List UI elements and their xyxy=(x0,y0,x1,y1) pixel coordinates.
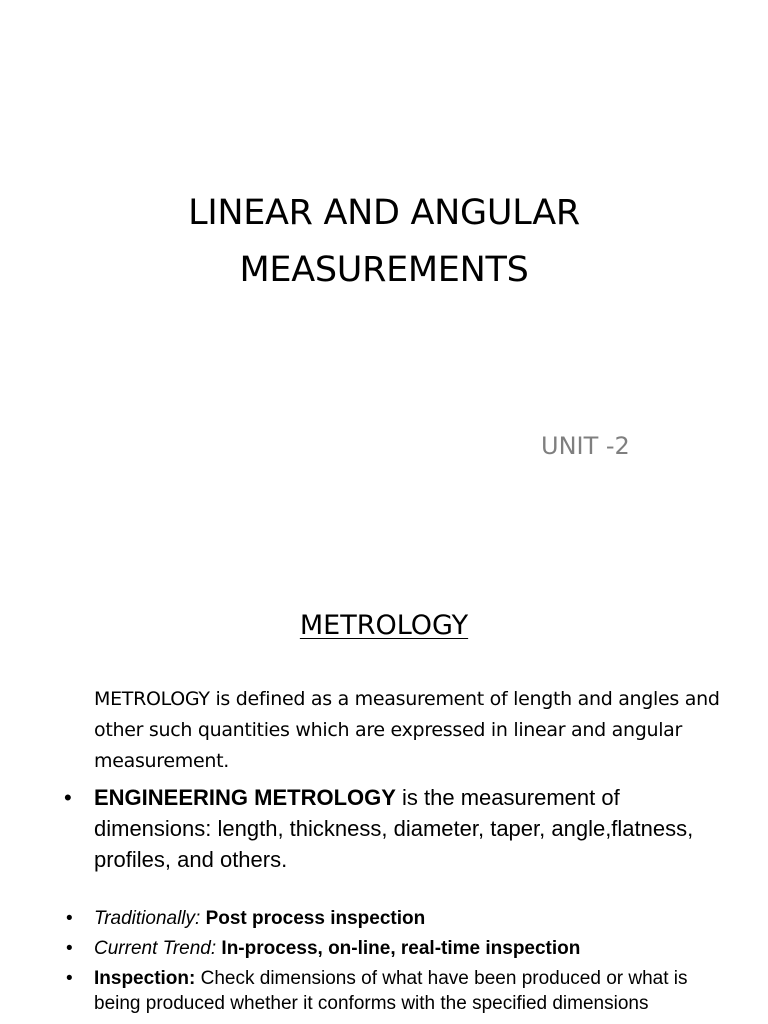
slide-heading: METROLOGY xyxy=(299,610,469,641)
bullet-dot-icon: • xyxy=(66,938,73,959)
bullet-dot-icon: • xyxy=(64,785,72,810)
slide-subtitle: UNIT -2 xyxy=(541,432,630,460)
bullet-current-trend xyxy=(66,936,734,961)
bullet-engineering-metrology xyxy=(64,782,734,875)
current-trend-label: Current Trend: xyxy=(94,938,217,959)
inspection-label: Inspection: xyxy=(94,968,196,989)
bullet-inspection xyxy=(66,966,734,1016)
bullet-traditionally xyxy=(66,906,734,931)
inspection-text: Check dimensions of what have been produced or what is being produced whether it conforms with the specified dimensions xyxy=(94,968,688,1014)
traditionally-text: Post process inspection xyxy=(200,908,426,929)
bullet-dot-icon: • xyxy=(66,908,73,929)
traditionally-label: Traditionally: xyxy=(94,908,201,929)
slide-title-line-1: LINEAR AND ANGULAR xyxy=(188,193,580,233)
bullet-dot-icon: • xyxy=(66,968,73,989)
metrology-slide xyxy=(0,576,768,1024)
engineering-metrology-term: ENGINEERING METROLOGY xyxy=(94,785,396,810)
engineering-metrology-text: is the measurement of dimensions: length, thickness, diameter, taper, angle,flatness, profiles, and others. xyxy=(94,785,694,872)
current-trend-text: In-process, on-line, real-time inspection xyxy=(216,938,581,959)
slide-title-line-2: MEASUREMENTS xyxy=(239,250,529,290)
intro-paragraph: METROLOGY is defined as a measurement of length and angles and other such quantities which are expressed in linear and angular measurement. xyxy=(94,688,720,772)
